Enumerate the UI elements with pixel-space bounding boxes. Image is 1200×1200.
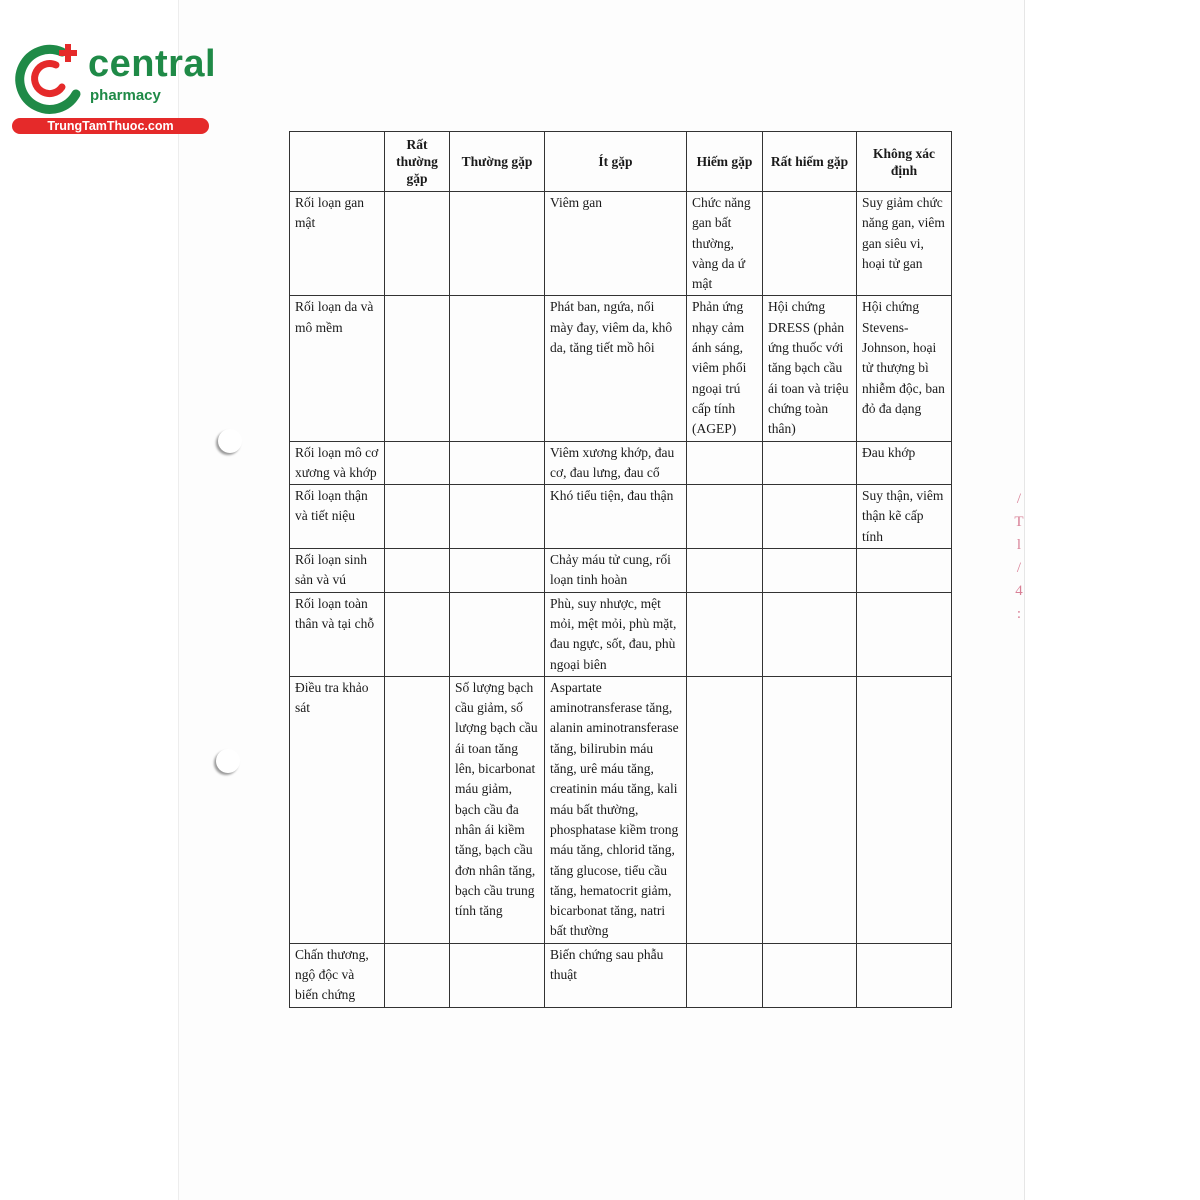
table-cell: Chấn thương, ngộ độc và biến chứng bbox=[290, 943, 385, 1007]
table-cell bbox=[687, 485, 763, 549]
table-cell bbox=[763, 485, 857, 549]
header-cell-common: Thường gặp bbox=[450, 132, 545, 192]
table-cell bbox=[687, 549, 763, 593]
table-cell: Hội chứng DRESS (phản ứng thuốc với tăng bạch cầu ái toan và triệu chứng toàn thân) bbox=[763, 296, 857, 441]
table-cell: Phát ban, ngứa, nổi mày đay, viêm da, khô da, tăng tiết mồ hôi bbox=[545, 296, 687, 441]
logo-website[interactable]: TrungTamThuoc.com bbox=[12, 118, 209, 134]
table-cell bbox=[687, 676, 763, 943]
table-cell: Đau khớp bbox=[857, 441, 952, 485]
table-cell: Điều tra khảo sát bbox=[290, 676, 385, 943]
table-cell bbox=[450, 592, 545, 676]
table-cell: Chức năng gan bất thường, vàng da ứ mật bbox=[687, 192, 763, 296]
table-cell: Viêm xương khớp, đau cơ, đau lưng, đau cổ bbox=[545, 441, 687, 485]
table-cell: Rối loạn gan mật bbox=[290, 192, 385, 296]
table-cell: Rối loạn sinh sản và vú bbox=[290, 549, 385, 593]
table-cell bbox=[763, 192, 857, 296]
table-cell bbox=[763, 441, 857, 485]
table-cell: Viêm gan bbox=[545, 192, 687, 296]
table-cell bbox=[385, 943, 450, 1007]
table-cell bbox=[385, 192, 450, 296]
table-cell: Hội chứng Stevens-Johnson, hoại tử thượng bì nhiễm độc, ban đỏ đa dạng bbox=[857, 296, 952, 441]
header-cell-unknown: Không xác định bbox=[857, 132, 952, 192]
table-cell bbox=[857, 549, 952, 593]
table-cell: Chảy máu tử cung, rối loạn tinh hoàn bbox=[545, 549, 687, 593]
table-cell bbox=[450, 549, 545, 593]
table-row bbox=[290, 943, 952, 1007]
table-row bbox=[290, 485, 952, 549]
table-cell: Rối loạn thận và tiết niệu bbox=[290, 485, 385, 549]
side-effects-table bbox=[289, 131, 952, 1008]
punch-hole bbox=[216, 749, 240, 773]
punch-hole bbox=[218, 429, 242, 453]
table-cell: Phù, suy nhược, mệt mỏi, mệt mỏi, phù mặt, đau ngực, sốt, đau, phù ngoại biên bbox=[545, 592, 687, 676]
table-cell: Biến chứng sau phẫu thuật bbox=[545, 943, 687, 1007]
table-cell bbox=[450, 485, 545, 549]
header-cell-very-common: Rất thường gặp bbox=[385, 132, 450, 192]
table-row bbox=[290, 441, 952, 485]
table-cell bbox=[450, 296, 545, 441]
table-cell bbox=[385, 549, 450, 593]
table-header-row bbox=[290, 132, 952, 192]
table-cell bbox=[857, 943, 952, 1007]
header-cell-uncommon: Ít gặp bbox=[545, 132, 687, 192]
table-row bbox=[290, 296, 952, 441]
table-cell bbox=[450, 192, 545, 296]
table-cell: Suy giảm chức năng gan, viêm gan siêu vi, hoại tử gan bbox=[857, 192, 952, 296]
table-cell bbox=[385, 676, 450, 943]
table-cell bbox=[385, 441, 450, 485]
header-cell-very-rare: Rất hiếm gặp bbox=[763, 132, 857, 192]
table-row bbox=[290, 676, 952, 943]
table-cell bbox=[857, 676, 952, 943]
edge-stamp-mark: / T l / 4 : bbox=[1014, 491, 1024, 622]
table-cell bbox=[385, 296, 450, 441]
table-cell: Rối loạn toàn thân và tại chỗ bbox=[290, 592, 385, 676]
table-cell bbox=[857, 592, 952, 676]
table-cell bbox=[450, 943, 545, 1007]
table-cell bbox=[385, 485, 450, 549]
table-row bbox=[290, 592, 952, 676]
table-cell bbox=[763, 549, 857, 593]
table-cell bbox=[687, 441, 763, 485]
table-cell: Khó tiểu tiện, đau thận bbox=[545, 485, 687, 549]
table-cell bbox=[687, 592, 763, 676]
table-cell bbox=[385, 592, 450, 676]
header-cell-system bbox=[290, 132, 385, 192]
table-row bbox=[290, 192, 952, 296]
logo-subtitle: pharmacy bbox=[90, 87, 161, 104]
header-cell-rare: Hiếm gặp bbox=[687, 132, 763, 192]
table-cell: Rối loạn da và mô mềm bbox=[290, 296, 385, 441]
table-cell: Suy thận, viêm thận kẽ cấp tính bbox=[857, 485, 952, 549]
table-cell: Aspartate aminotransferase tăng, alanin aminotransferase tăng, bilirubin máu tăng, urê máu tăng, creatinin máu tăng, kali máu bất thường, phosphatase kiềm trong máu tăng, chlorid tăng, tăng glucose, tiểu cầu tăng, hematocrit giảm, bicarbonat tăng, natri bất thường bbox=[545, 676, 687, 943]
table-cell: Rối loạn mô cơ xương và khớp bbox=[290, 441, 385, 485]
table-cell: Số lượng bạch cầu giảm, số lượng bạch cầu ái toan tăng lên, bicarbonat máu giảm, bạch cầu đa nhân ái kiềm tăng, bạch cầu đơn nhân tăng, bạch cầu trung tính tăng bbox=[450, 676, 545, 943]
table-cell bbox=[450, 441, 545, 485]
table-cell: Phản ứng nhạy cảm ánh sáng, viêm phổi ngoại trú cấp tính (AGEP) bbox=[687, 296, 763, 441]
table-cell bbox=[763, 943, 857, 1007]
table-cell bbox=[763, 592, 857, 676]
table-row bbox=[290, 549, 952, 593]
table-cell bbox=[763, 676, 857, 943]
logo-name: central bbox=[88, 43, 217, 85]
table-cell bbox=[687, 943, 763, 1007]
